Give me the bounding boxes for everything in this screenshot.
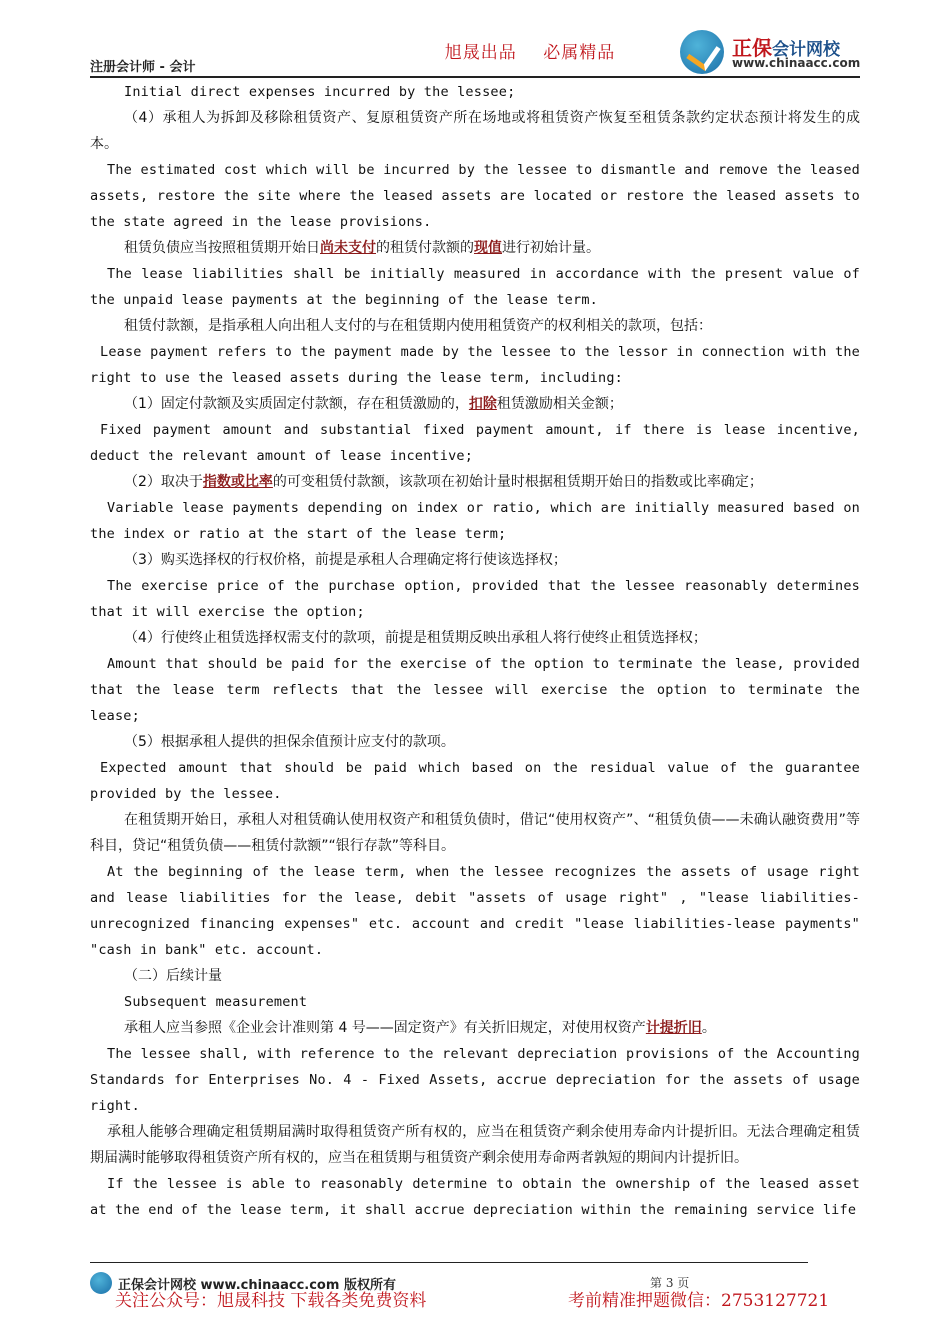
paragraph-cn [90,235,860,261]
text-span: （1）固定付款额及实质固定付款额，存在租赁激励的， [124,396,469,412]
paragraph-cn: （4）行使终止租赁选择权需支付的款项，前提是租赁期反映出承租人将行使终止租赁选择权； [124,630,707,646]
page-header [0,0,950,80]
slogan-left: 旭晟出品 [444,43,517,63]
paragraph-cn: （5）根据承租人提供的担保余值预计应支付的款项。 [124,734,455,750]
paragraph-cn: （4）承租人为拆卸及移除租赁资产、复原租赁资产所在场地或将租赁资产恢复至租赁条款约定状态预计将发生的成本。 [90,110,860,152]
paragraph-en: Variable lease payments depending on index or ratio, which are initially measured based on the index or ratio at the start of the lease term; [90,500,860,542]
paragraph-cn: 承租人能够合理确定租赁期届满时取得租赁资产所有权的，应当在租赁资产剩余使用寿命内计提折旧。无法合理确定租赁期届满时能够取得租赁资产所有权的，应当在租赁期与租赁资产剩余使用寿命两者孰短的期间内计提折旧。 [90,1124,860,1166]
highlight-term: 现值 [474,240,502,256]
highlight-term: 尚未支付 [320,240,376,256]
text-span: 承租人应当参照《企业会计准则第 4 号——固定资产》有关折旧规定，对使用权资产 [124,1020,646,1036]
section-heading: （二）后续计量 [124,968,222,984]
text-span: 的可变租赁付款额，该款项在初始计量时根据租赁期开始日的指数或比率确定； [272,474,763,490]
highlight-term: 计提折旧 [645,1020,702,1036]
paragraph-en: At the beginning of the lease term, when the lessee recognizes the assets of usage right and lease liabilities for the lease, debit "assets of usage right" , "lease liabilities-unrecognized financing expenses" etc. account and credit "lease liabilities-lease payments" "cash in bank" etc. account. [90,864,860,958]
paragraph-en: Lease payment refers to the payment made by the lessee to the lessor in connection with the right to use the leased assets during the lease term, including: [90,344,860,386]
footer-copyright: 正保会计网校 www.chinaacc.com 版权所有 [118,1278,396,1293]
paragraph-en: The lessee shall, with reference to the relevant depreciation provisions of the Accounting Standards for Enterprises No. 4 - Fixed Assets, accrue depreciation for the assets of usage right. [90,1046,860,1114]
paragraph-en: The estimated cost which will be incurred by the lessee to dismantle and remove the leased assets, restore the site where the leased assets are located or restore the leased assets to the state agreed in the lease provisions. [90,162,860,230]
course-label: 注册会计师 - 会计 [90,60,196,75]
text-span: 。 [701,1020,716,1036]
promo-right: 考前精准押题微信：2753127721 [568,1291,830,1311]
footer-divider [90,1262,808,1263]
paragraph-en: Initial direct expenses incurred by the lessee; [124,84,516,100]
section-heading-en: Subsequent measurement [124,994,308,1010]
chinaacc-logo [680,30,880,76]
paragraph-en: The lease liabilities shall be initially measured in accordance with the present value of the unpaid lease payments at the beginning of the lease term. [90,266,860,308]
promo-left: 关注公众号：旭晟科技 下载各类免费资料 [115,1291,427,1311]
paragraph-cn: （3）购买选择权的行权价格，前提是承租人合理确定将行使该选择权； [124,552,567,568]
logo-name-rest: 会计网校 [772,40,840,60]
paragraph-en: Expected amount that should be paid which based on the residual value of the guarantee provided by the lessee. [90,760,860,802]
document-body [90,79,860,1223]
highlight-term: 扣除 [468,396,497,412]
paragraph-cn [90,391,860,417]
paragraph-en: Amount that should be paid for the exercise of the option to terminate the lease, provided that the lease term reflects that the lessee will exercise the option to terminate the lease; [90,656,860,724]
highlight-term: 指数或比率 [202,474,273,490]
logo-brand: 正保 [732,36,772,60]
paragraph-cn [90,469,860,495]
text-span: （2）取决于 [124,474,203,490]
paragraph-en: If the lessee is able to reasonably determine to obtain the ownership of the leased asset at the end of the lease term, it shall accrue depreciation within the remaining service life [90,1176,860,1218]
paragraph-cn: 租赁付款额，是指承租人向出租人支付的与在租赁期内使用租赁资产的权利相关的款项，包括： [124,318,712,334]
page-number: 第 3 页 [650,1276,690,1290]
paragraph-en: The exercise price of the purchase option, provided that the lessee reasonably determines that it will exercise the option; [90,578,860,620]
paragraph-cn [90,1015,860,1041]
logo-mark-icon [680,30,724,74]
logo-url: www.chinaacc.com [732,56,861,70]
text-span: 租赁激励相关金额； [496,396,623,412]
slogan-right: 必属精品 [543,43,616,63]
text-span: 进行初始计量。 [502,240,600,256]
text-span: 的租赁付款额的 [376,240,474,256]
paragraph-en: Fixed payment amount and substantial fixed payment amount, if there is lease incentive, deduct the relevant amount of lease incentive; [90,422,860,464]
paragraph-cn: 在租赁期开始日，承租人对租赁确认使用权资产和租赁负债时，借记“使用权资产”、“租赁负债——未确认融资费用”等科目，贷记“租赁负债——租赁付款额”“银行存款”等科目。 [90,812,860,854]
footer-logo-icon [90,1272,112,1294]
header-divider [90,76,860,78]
text-span: 租赁负债应当按照租赁期开始日 [124,240,320,256]
